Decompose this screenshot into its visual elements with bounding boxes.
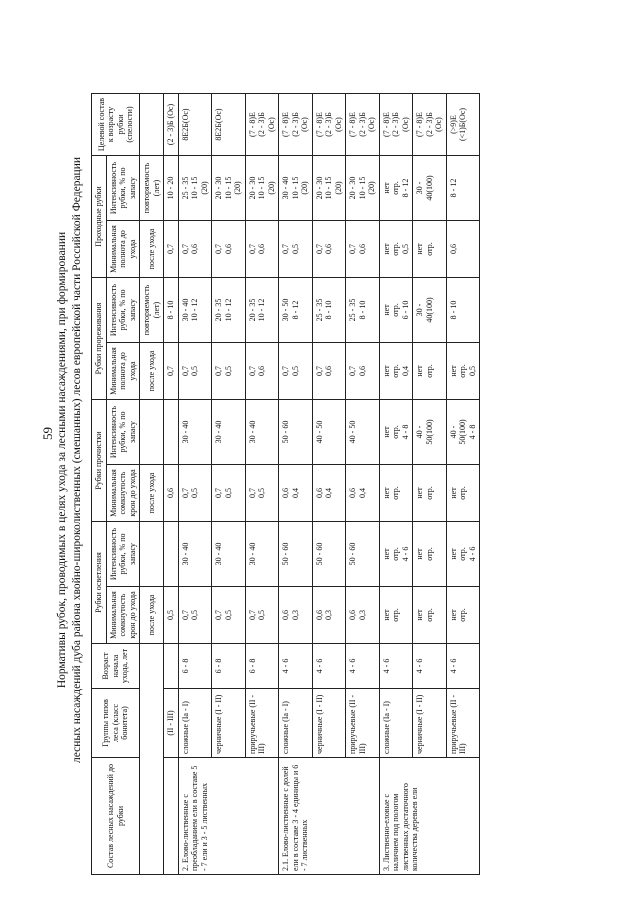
table-cell: 4 - 6 xyxy=(279,644,313,689)
table-cell: 30 - 40 xyxy=(212,400,246,465)
table-row xyxy=(178,94,212,875)
table-cell: нет отр. xyxy=(379,465,413,522)
subheader: Минимальная сомкнутость крон до ухода xyxy=(106,465,140,522)
header-cleaning: Рубки прочистки xyxy=(92,400,107,522)
table-cell: 25 - 35 8 - 10 xyxy=(346,278,380,343)
table-cell: приручьевые (II - III) xyxy=(346,689,380,758)
table-cell: сложные (Ia - I) xyxy=(178,689,212,758)
table-cell: нет отр. xyxy=(413,343,447,400)
table-row xyxy=(346,94,380,875)
table-cell: 0,6 0,4 xyxy=(279,465,313,522)
table-cell: 50 - 60 xyxy=(312,522,346,587)
subheader: Интенсивность рубки, % по запасу xyxy=(106,522,140,587)
subheader: Интенсивность рубки, % по запасу xyxy=(106,156,140,221)
title-line-2: лесных насаждений дуба района хвойно-широколиственных (смешанных) лесов европейской части Российской Федерации xyxy=(71,156,83,764)
table-row xyxy=(164,94,179,875)
table-cell: 0,7 0,6 xyxy=(346,343,380,400)
page-number: 59 xyxy=(40,427,55,440)
table-cell: 30 - 40 xyxy=(178,400,212,465)
table-cell: нет отр. 0,5 xyxy=(379,221,413,278)
table-cell: черничные (I - II) xyxy=(413,689,447,758)
table-cell: 25 - 35 8 - 10 xyxy=(312,278,346,343)
subheader: Минимальная сомкнутость крон до ухода xyxy=(106,587,140,644)
table-cell: 30 - 40 10 - 12 xyxy=(178,278,212,343)
section-name: 2.1. Елово-лиственные с долей ели в составе 3 - 4 единицы и 6 - 7 лиственных xyxy=(279,758,380,875)
table-cell xyxy=(164,522,179,587)
table-cell: 0,6 0,3 xyxy=(346,587,380,644)
table-cell: 8 - 10 xyxy=(164,278,179,343)
table-cell: нет отр. xyxy=(413,522,447,587)
table-row xyxy=(279,94,313,875)
subheader: Интенсивность рубки, % по запасу xyxy=(106,278,140,343)
table-cell: 0,7 0,6 xyxy=(346,221,380,278)
table-cell: черничные (I - II) xyxy=(312,689,346,758)
subheader-after: после ухода xyxy=(140,221,164,278)
table-cell: нет отр. 8 - 12 xyxy=(379,156,413,221)
table-cell: сложные (Ia - I) xyxy=(279,689,313,758)
table-cell: 0,7 0,5 xyxy=(279,343,313,400)
table-cell: 20 - 35 10 - 12 xyxy=(212,278,246,343)
table-cell: 0,7 0,5 xyxy=(212,343,246,400)
table-cell: 20 - 35 10 - 12 xyxy=(245,278,279,343)
table-cell: 40 - 50(100) 4 - 8 xyxy=(446,400,480,465)
table-cell: нет отр. 4 - 6 xyxy=(446,522,480,587)
table-cell: 30 - 40(100) xyxy=(413,278,447,343)
table-cell: (7 - 8)Е (2 - 3)Б (Ос) xyxy=(279,94,313,156)
table-cell: 20 - 30 10 - 15 (20) xyxy=(346,156,380,221)
table-row xyxy=(413,94,447,875)
table-cell: 8 - 10 xyxy=(446,278,480,343)
table-cell: (7 - 8)Е (2 - 3)Б (Ос) xyxy=(413,94,447,156)
table-cell: 4 - 6 xyxy=(379,644,413,689)
header-clear: Рубки осветления xyxy=(92,522,107,644)
table-cell: 40 - 50 xyxy=(312,400,346,465)
table-cell xyxy=(164,400,179,465)
table-cell: 0,7 0,5 xyxy=(178,465,212,522)
table-cell: 0,7 0,5 xyxy=(178,587,212,644)
table-cell: 4 - 6 xyxy=(446,644,480,689)
table-cell: нет отр. xyxy=(379,587,413,644)
table-cell: нет отр. 4 - 6 xyxy=(379,522,413,587)
subheader-after: после ухода xyxy=(140,343,164,400)
table-cell: нет отр. xyxy=(413,221,447,278)
table-cell: сложные (Ia - I) xyxy=(379,689,413,758)
table-cell: 30 - 40 xyxy=(245,522,279,587)
table-cell: 25 - 35 10 - 15 (20) xyxy=(178,156,212,221)
table-cell: черничные (I - II) xyxy=(212,689,246,758)
table-cell: 0,7 0,5 xyxy=(178,343,212,400)
subheader-repeat: повторяемость (лет) xyxy=(140,278,164,343)
table-cell: 0,6 0,4 xyxy=(312,465,346,522)
header-groups: Группы типов леса (класс бонитета) xyxy=(92,689,140,758)
header-passing: Проходные рубки xyxy=(92,156,107,278)
table-cell: 0,7 0,6 xyxy=(312,221,346,278)
table-cell: 0,7 0,5 xyxy=(245,587,279,644)
table-cell: нет отр. 0,4 xyxy=(379,343,413,400)
table-cell: 40 - 50(100) xyxy=(413,400,447,465)
section-name: 3. Лиственно-еловые с наличием под пологом лиственных достаточного количества деревьев ели xyxy=(379,758,480,875)
table-cell: 50 - 60 xyxy=(346,522,380,587)
table-cell: 0,6 xyxy=(164,465,179,522)
table-row xyxy=(312,94,346,875)
table-cell: нет отр. 4 - 8 xyxy=(379,400,413,465)
table-cell: приручьевые (II - III) xyxy=(446,689,480,758)
table-cell: 4 - 6 xyxy=(346,644,380,689)
table-cell: 50 - 60 xyxy=(279,400,313,465)
table-cell: 4 - 6 xyxy=(312,644,346,689)
table-cell: приручьевые (II - III) xyxy=(245,689,279,758)
table-cell: 10 - 20 xyxy=(164,156,179,221)
table-cell: 6 - 8 xyxy=(178,644,212,689)
table-cell: 8Е2Б(Ос) xyxy=(212,94,246,156)
page-title xyxy=(55,35,85,885)
table-cell: 0,7 0,5 xyxy=(245,465,279,522)
table-cell: 0,7 0,6 xyxy=(245,343,279,400)
table-cell: 0,6 0,4 xyxy=(346,465,380,522)
table-cell: (7 - 8)Е (2 - 3)Б (Ос) xyxy=(379,94,413,156)
table-cell: (7 - 8)Е (2 - 3)Б (Ос) xyxy=(312,94,346,156)
table-cell: (2 - 3)Б (Ос) xyxy=(164,94,179,156)
table-cell: 50 - 60 xyxy=(279,522,313,587)
table-cell: 0,6 0,3 xyxy=(279,587,313,644)
table-cell: нет отр. xyxy=(446,465,480,522)
table-cell: (7 - 8)Е (2 - 3)Б (Ос) xyxy=(245,94,279,156)
table-cell: нет отр. xyxy=(446,587,480,644)
table-cell: нет отр. xyxy=(413,465,447,522)
table-cell: нет отр. 6 - 10 xyxy=(379,278,413,343)
table-row xyxy=(212,94,246,875)
table-cell: 0,7 0,6 xyxy=(245,221,279,278)
subheader-after: после ухода xyxy=(140,587,164,644)
table-cell: 6 - 8 xyxy=(212,644,246,689)
section-name: 2. Елово-лиственные с преобладанием ели в составе 5 - 7 ели и 3 - 5 лиственных xyxy=(178,758,279,875)
table-cell: 0,7 0,6 xyxy=(178,221,212,278)
header-thinning: Рубки прореживания xyxy=(92,278,107,400)
table-cell: (7 - 8)Е (2 - 3)Б (Ос) xyxy=(346,94,380,156)
header-age: Возраст начала ухода, лет xyxy=(92,644,140,689)
table-cell: 0,7 0,6 xyxy=(212,221,246,278)
rotated-page xyxy=(55,35,615,885)
table-cell: нет отр. 0,5 xyxy=(446,343,480,400)
table-cell xyxy=(164,644,179,689)
table-cell: 0,7 xyxy=(164,343,179,400)
table-cell: 0,6 xyxy=(446,221,480,278)
table-row xyxy=(245,94,279,875)
table-row xyxy=(379,94,413,875)
subheader: Минимальная полнота до ухода xyxy=(106,221,140,278)
table-cell: 0,6 0,3 xyxy=(312,587,346,644)
header-target: Целевой состав к возрасту рубки (спелости) xyxy=(92,94,140,156)
table-cell: нет отр. xyxy=(413,587,447,644)
table-cell: 8Е2Б(Ос) xyxy=(178,94,212,156)
subheader: Интенсивность рубки, % по запасу xyxy=(106,400,140,465)
table-cell: 20 - 30 10 - 15 (20) xyxy=(245,156,279,221)
table-cell: 40 - 50 xyxy=(346,400,380,465)
title-line-1: Нормативы рубок, проводимых в целях ухода за лесными насаждениями, при формировании xyxy=(56,231,68,689)
header-composition: Состав лесных насаждений до рубки xyxy=(92,758,140,875)
table-row xyxy=(446,94,480,875)
table-cell: 30 - 40 xyxy=(178,522,212,587)
table-cell: 6 - 8 xyxy=(245,644,279,689)
table-cell: 4 - 6 xyxy=(413,644,447,689)
table-cell: 30 - 50 8 - 12 xyxy=(279,278,313,343)
subheader-repeat: повторяемость (лет) xyxy=(140,156,164,221)
table-cell: 30 - 40 10 - 15 (20) xyxy=(279,156,313,221)
standards-table xyxy=(91,93,480,875)
table-cell: 20 - 30 10 - 15 (20) xyxy=(312,156,346,221)
table-cell: 0,7 0,5 xyxy=(279,221,313,278)
subheader: Минимальная полнота до ухода xyxy=(106,343,140,400)
table-cell: 0,7 0,6 xyxy=(312,343,346,400)
table-cell: 0,7 xyxy=(164,221,179,278)
table-cell: 0,5 xyxy=(164,587,179,644)
table-cell: 8 - 12 xyxy=(446,156,480,221)
table-cell: 30 - 40(100) xyxy=(413,156,447,221)
table-cell: 30 - 40 xyxy=(212,522,246,587)
table-cell: (>9)Е (<1)Б(Ос) xyxy=(446,94,480,156)
subheader-after: после ухода xyxy=(140,465,164,522)
table-cell: 30 - 40 xyxy=(245,400,279,465)
table-cell: 20 - 30 10 - 15 (20) xyxy=(212,156,246,221)
table-cell: 0,7 0,5 xyxy=(212,465,246,522)
table-cell: (II - III) xyxy=(164,689,179,758)
table-cell: 0,7 0,5 xyxy=(212,587,246,644)
